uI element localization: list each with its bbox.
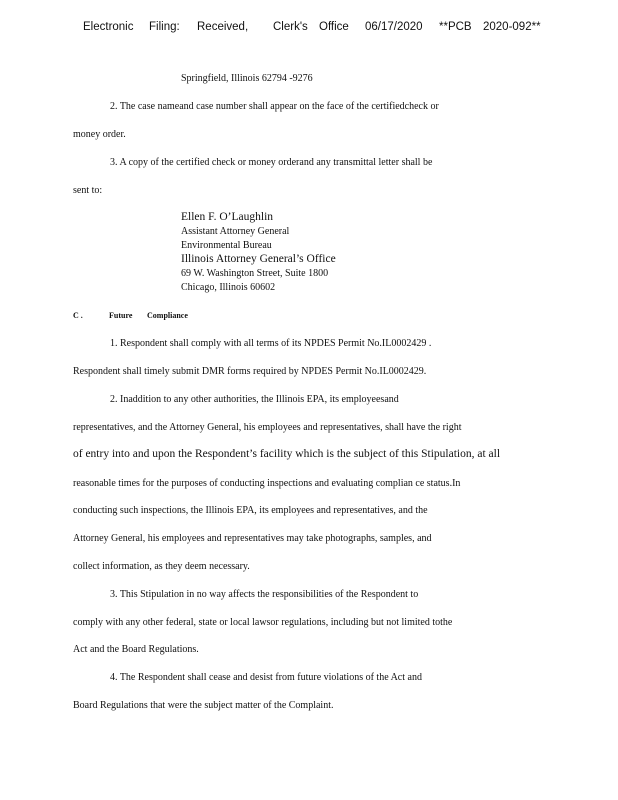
header-word-office: Office	[319, 21, 349, 33]
recipient-name: Ellen F. O’Laughlin	[181, 211, 274, 223]
electronic-filing-header	[83, 21, 543, 33]
compliance-paragraph-3-line-3: Act and the Board Regulations.	[73, 644, 199, 655]
compliance-paragraph-4-line-2: Board Regulations that were the subject matter of the Complaint.	[73, 700, 334, 711]
compliance-paragraph-2-line-3: of entry into and upon the Respondent’s facility which is the subject of this Stipulation, at all	[73, 448, 501, 460]
compliance-paragraph-4-line-1: 4. The Respondent shall cease and desist from future violations of the Act and	[110, 672, 422, 683]
recipient-office: Illinois Attorney General’s Office	[181, 253, 336, 265]
paragraph-2-line-1: 2. The case nameand case number shall appear on the face of the certifiedcheck or	[110, 101, 439, 112]
compliance-paragraph-1-line-2: Respondent shall timely submit DMR forms required by NPDES Permit No.IL0002429.	[73, 366, 427, 377]
paragraph-3-line-1: 3. A copy of the certified check or money orderand any transmittal letter shall be	[110, 157, 433, 168]
recipient-title-1: Assistant Attorney General	[181, 226, 290, 237]
header-filing-date: 06/17/2020	[365, 21, 423, 33]
compliance-paragraph-2-line-7: collect information, as they deem necessary.	[73, 561, 250, 572]
recipient-city: Chicago, Illinois 60602	[181, 282, 276, 293]
header-word-electronic: Electronic	[83, 21, 134, 33]
paragraph-2-line-2: money order.	[73, 129, 126, 140]
recipient-street: 69 W. Washington Street, Suite 1800	[181, 268, 329, 279]
header-word-received: Received,	[197, 21, 249, 33]
compliance-paragraph-3-line-2: comply with any other federal, state or local lawsor regulations, including but not limited tothe	[73, 617, 453, 628]
header-word-filing: Filing:	[149, 21, 180, 33]
compliance-paragraph-3-line-1: 3. This Stipulation in no way affects the responsibilities of the Respondent to	[110, 589, 419, 600]
header-word-pcb: **PCB	[439, 21, 472, 33]
compliance-paragraph-2-line-1: 2. Inaddition to any other authorities, the Illinois EPA, its employeesand	[110, 394, 399, 405]
compliance-paragraph-2-line-2: representatives, and the Attorney General, his employees and representatives, shall have the right	[73, 422, 462, 433]
paragraph-3-line-2: sent to:	[73, 185, 103, 196]
section-c-letter: C .	[73, 311, 83, 320]
section-c-word-future: Future	[109, 311, 133, 320]
compliance-paragraph-2-line-5: conducting such inspections, the Illinois EPA, its employees and representatives, and the	[73, 505, 428, 516]
section-c-word-compliance: Compliance	[147, 311, 188, 320]
springfield-address-line: Springfield, Illinois 62794 -9276	[181, 73, 313, 84]
recipient-title-2: Environmental Bureau	[181, 240, 272, 251]
compliance-paragraph-1-line-1: 1. Respondent shall comply with all terms of its NPDES Permit No.IL0002429 .	[110, 338, 432, 349]
compliance-paragraph-2-line-6: Attorney General, his employees and representatives may take photographs, samples, and	[73, 533, 432, 544]
header-word-clerks: Clerk's	[273, 21, 308, 33]
compliance-paragraph-2-line-4: reasonable times for the purposes of conducting inspections and evaluating complian ce status.In	[73, 478, 461, 489]
header-case-number: 2020-092**	[483, 21, 541, 33]
